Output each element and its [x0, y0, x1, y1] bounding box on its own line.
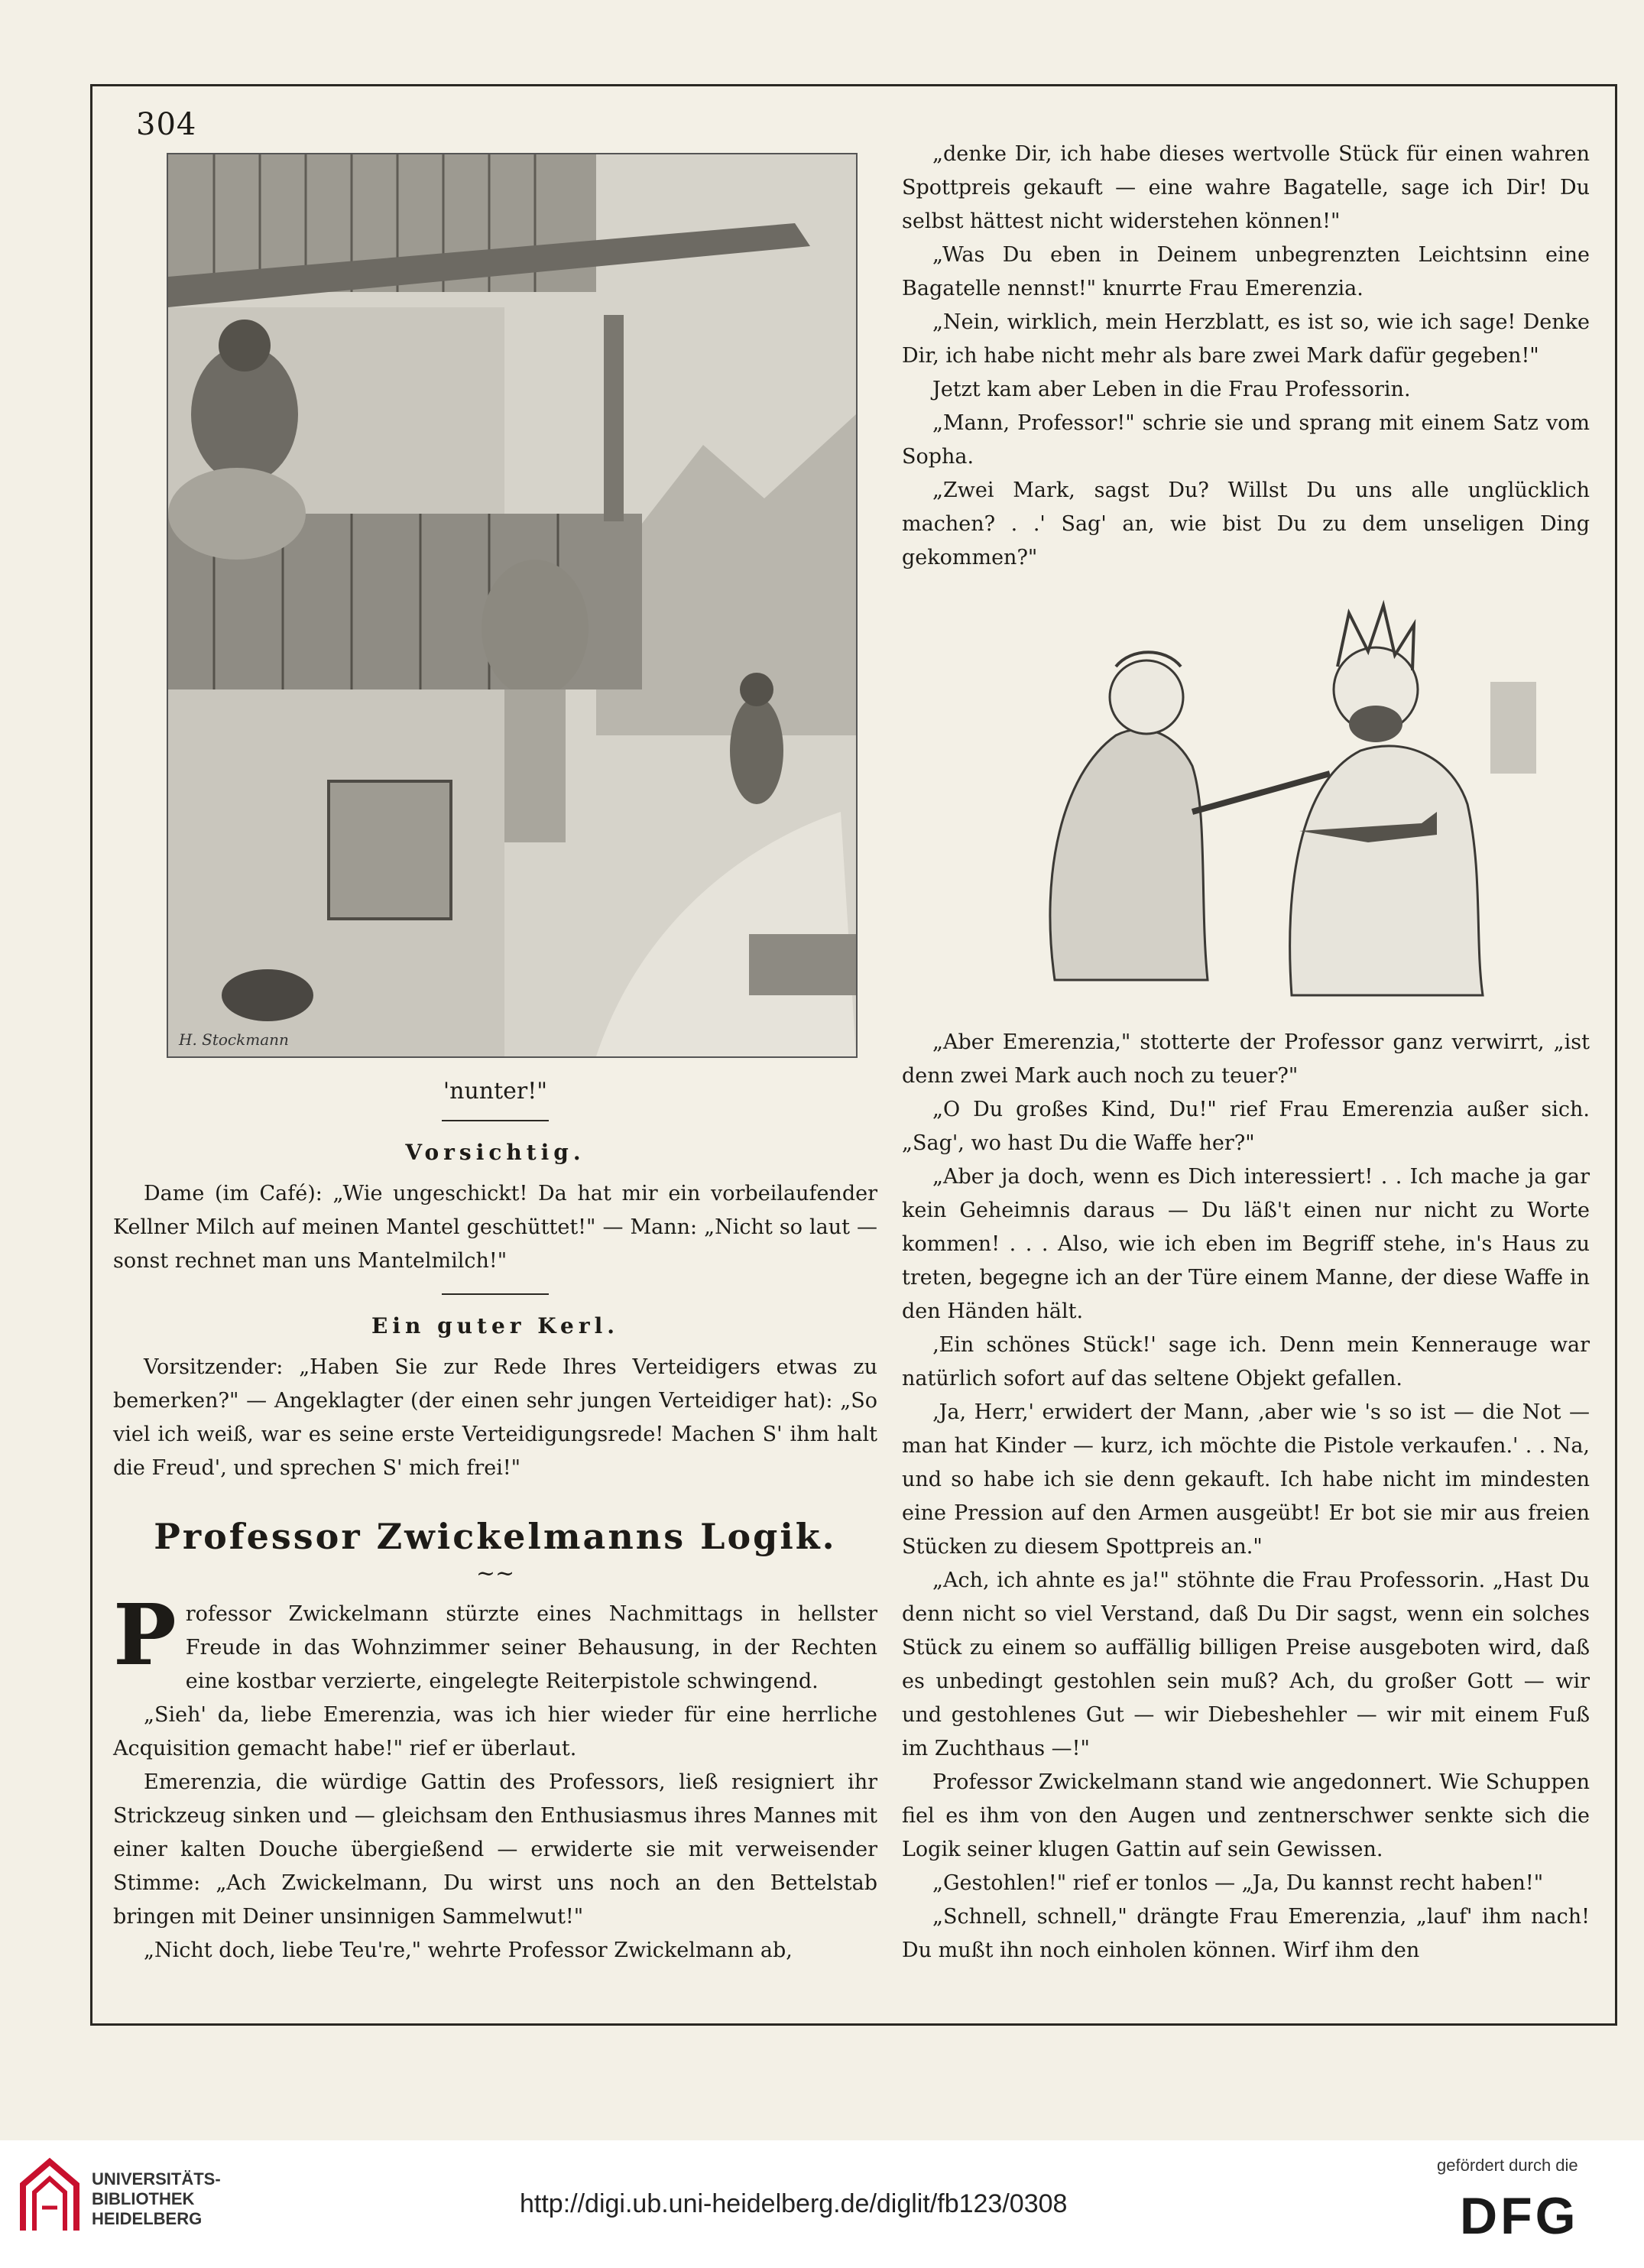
- chalet-drawing: [168, 154, 856, 1056]
- right-paragraph: „Zwei Mark, sagst Du? Willst Du uns alle unglücklich machen? . .' Sag' an, wie bist Du zu dem unseligen Ding gekommen?": [902, 479, 1590, 569]
- story-title: Professor Zwickelmanns Logik.: [154, 1516, 837, 1557]
- illustration-signature: H. Stockmann: [179, 1030, 289, 1049]
- library-name-line-2: BIBLIOTHEK: [92, 2189, 195, 2208]
- story-paragraph-3: Emerenzia, die würdige Gattin des Professors, ließ resigniert ihr Strickzeug sinken und — gleichsam den Enthusiasmus ihres Mannes mit einer kalten Douche übergießend — erwiderte sie mit verweisender Stimme: „Ach Zwickelmann, Du wirst uns noch an den Bettelstab bringen mit Deiner unsinnigen Sammelwut!": [113, 1770, 877, 1929]
- right-paragraph: „denke Dir, ich habe dieses wertvolle Stück für einen wahren Spottpreis gekauft — eine wahre Bagatelle, sage ich Dir! Du selbst hättest nicht widerstehen können!": [902, 142, 1590, 233]
- left-column: [113, 153, 877, 1968]
- story-paragraph-1-text: rofessor Zwickelmann stürzte eines Nachmittags in hellster Freude in das Wohnzimmer seiner Behausung, in der Rechten eine kostbar verzierte, eingelegte Reiterpistole schwingend.: [185, 1602, 877, 1693]
- right-paragraph: ‚Ja, Herr,' erwidert der Mann, ‚aber wie 's so ist — die Not — man hat Kinder — kurz, ich möchte die Pistole verkaufen.' . . Na, und so habe ich sie denn gekauft. Ich habe nicht im mindesten eine Pression auf den Armen ausgeübt! Er bot sie mir aus freien Stücken zu diesem Spottpreis an.": [902, 1400, 1590, 1559]
- drop-cap: P: [113, 1585, 177, 1684]
- right-paragraph: „Ach, ich ahnte es ja!" stöhnte die Frau Professorin. „Hast Du denn nicht so viel Verstand, daß Du Dir sagst, wenn ein solches Stück zu einem so auffällig billigen Preise ausgeboten wird, daß es unbedingt gestohlen sein muß? Ach, du großer Gott — wir und gestohlenes Gut — wir Diebeshehler — wir mit einem Fuß im Zuchthaus —!": [902, 1569, 1590, 1760]
- library-name: [92, 2169, 221, 2229]
- section-heading-vorsichtig: Vorsichtig.: [405, 1140, 585, 1165]
- story-ornament: ~~: [475, 1560, 515, 1587]
- illustration-couple: [902, 582, 1590, 1011]
- right-paragraph: „Mann, Professor!" schrie sie und sprang mit einem Satz vom Sopha.: [902, 411, 1590, 469]
- right-paragraph: „Nein, wirklich, mein Herzblatt, es ist so, wie ich sage! Denke Dir, ich habe nicht mehr als bare zwei Mark dafür gegeben!": [902, 310, 1590, 368]
- right-column: [902, 138, 1590, 1968]
- right-paragraph: „Gestohlen!" rief er tonlos — „Ja, Du kannst recht haben!": [932, 1871, 1544, 1895]
- right-paragraph: Jetzt kam aber Leben in die Frau Professorin.: [932, 378, 1411, 401]
- section-text-guter-kerl: Vorsitzender: „Haben Sie zur Rede Ihres Verteidigers etwas zu bemerken?" — Angeklagter (der einen sehr jungen Verteidiger hat): „So viel ich weiß, war es seine erste Verteidigungsrede! Machen S' ihm halt die Freud', und sprechen S' mich frei!": [113, 1355, 877, 1480]
- source-url-link[interactable]: http://digi.ub.uni-heidelberg.de/diglit/fb123/0308: [520, 2189, 1068, 2218]
- dfg-logo[interactable]: DFG: [1460, 2187, 1579, 2245]
- page-number: 304: [136, 107, 197, 142]
- illustration-caption: 'nunter!": [443, 1078, 548, 1105]
- illustration-chalet: [167, 153, 858, 1058]
- right-paragraph: „Was Du eben in Deinem unbegrenzten Leichtsinn eine Bagatelle nennst!" knurrte Frau Emerenzia.: [902, 243, 1590, 300]
- right-paragraph: „Schnell, schnell," drängte Frau Emerenzia, „lauf' ihm nach! Du mußt ihn noch einholen können. Wirf ihm den: [902, 1905, 1590, 1962]
- divider-rule: [442, 1120, 549, 1121]
- divider-rule: [442, 1293, 549, 1295]
- story-paragraph-2: „Sieh' da, liebe Emerenzia, was ich hier wieder für eine herrliche Acquisition gemacht habe!" rief er überlaut.: [113, 1703, 877, 1760]
- library-name-line-3: HEIDELBERG: [92, 2209, 203, 2228]
- right-paragraph: Professor Zwickelmann stand wie angedonnert. Wie Schuppen fiel es ihm von den Augen und zentnerschwer senkte sich die Logik seiner klugen Gattin auf sein Gewissen.: [902, 1770, 1590, 1861]
- section-text-vorsichtig: Dame (im Café): „Wie ungeschickt! Da hat mir ein vorbeilaufender Kellner Milch auf meinen Mantel geschüttet!" — Mann: „Nicht so laut — sonst rechnet man uns Mantelmilch!": [113, 1182, 877, 1273]
- university-library-logo[interactable]: [15, 2154, 84, 2238]
- section-heading-guter-kerl: Ein guter Kerl.: [371, 1313, 619, 1338]
- right-paragraph: ‚Ein schönes Stück!' sage ich. Denn mein Kennerauge war natürlich sofort auf das seltene Objekt gefallen.: [902, 1333, 1590, 1390]
- library-name-line-1: UNIVERSITÄTS-: [92, 2169, 221, 2189]
- right-paragraph: „O Du großes Kind, Du!" rief Frau Emerenzia außer sich. „Sag', wo hast Du die Waffe her?": [902, 1098, 1590, 1155]
- right-paragraph: „Aber Emerenzia," stotterte der Professor ganz verwirrt, „ist denn zwei Mark auch noch zu teuer?": [902, 1030, 1590, 1088]
- funded-by-text: gefördert durch die: [1437, 2156, 1578, 2175]
- footer-bar: [0, 2140, 1644, 2268]
- couple-drawing: [902, 582, 1590, 1011]
- story-paragraph-1: [113, 1585, 877, 1699]
- story-paragraph-4: „Nicht doch, liebe Teu're," wehrte Professor Zwickelmann ab,: [144, 1939, 793, 1962]
- right-paragraph: „Aber ja doch, wenn es Dich interessiert! . . Ich mache ja gar kein Geheimnis daraus — Du läß't einen nur nicht zu Worte kommen! . . . Also, wie ich eben im Begriff stehe, in's Haus zu treten, begegne ich an der Türe einem Manne, der diese Waffe in den Händen hält.: [902, 1165, 1590, 1323]
